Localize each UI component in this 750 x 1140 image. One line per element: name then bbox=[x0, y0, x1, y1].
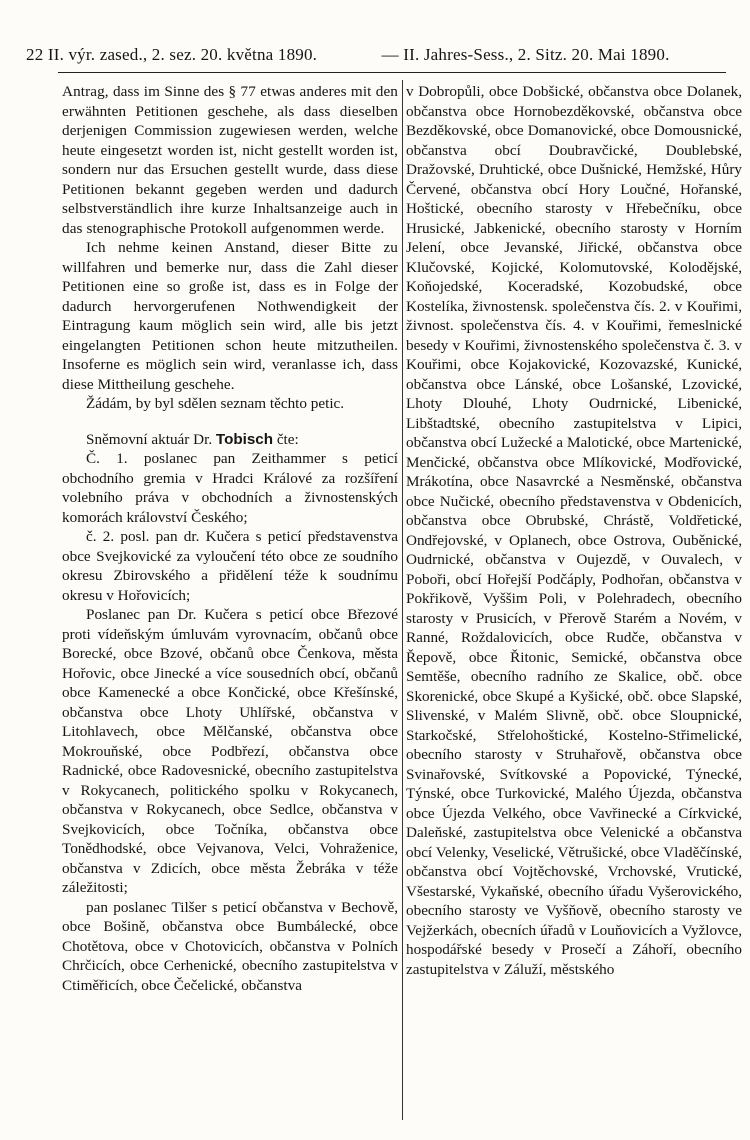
german-paragraph-2: Ich nehme keinen Anstand, dieser Bitte zu willfahren und bemerke nur, dass die Zahl dieser Petitionen eine so große ist, dass es in Folge der dadurch hervorgerufenen Nothwendigkeit der Eintragung kaum möglich sein wird, alle bis jetzt eingelangten Petitionen schon heute mitzutheilen. Insoferne es möglich sein wird, veranlasse ich, dass diese Mittheilung geschehe. bbox=[62, 239, 398, 393]
left-column bbox=[62, 82, 398, 1122]
petition-item-3: Poslanec pan Dr. Kučera s peticí obce Březové proti vídeňským úmluvám vyrovnacím, občanů obce Borecké, obce Bzové, občanů obce Čenkova, města Hořovic, obce Jinecké a více sousedních obcí, občanů obce Kamenecké a obce Končické, obce Křešínské, občanstva obce Lhoty Uhlířské, občanstva v Litohlavech, obce Mělčanské, občanstva obce Mokrouňské, obce Podbřezí, občanstva obce Radnické, obce Radovesnické, obecního zastupitelstva v Rokycanech, politického spolku v Rokycanech, občanstva v Rokycanech, obce Sedlce, občanstva v Svejkovicích, obce Točníka, občanstva obce Tonědhodské, obce Vejvanova, Velci, Vohraženice, občanstva v Zdicích, obce města Žebráka v téže záležitosti; bbox=[62, 606, 398, 896]
petition-item-2: č. 2. posl. pan dr. Kučera s peticí představenstva obce Svejkovické za vyloučení této obce ze soudního okresu Zbirovského a přidělení téže k soudnímu okresu v Hořovicích; bbox=[62, 528, 398, 604]
column-divider bbox=[402, 80, 403, 1120]
petition-item-1: Č. 1. poslanec pan Zeithammer s peticí obchodního gremia v Hradci Králové za rozšíření volebního práva v obchodních a živnostenských komorách království Českého; bbox=[62, 450, 398, 526]
petition-item-4: pan poslanec Tilšer s peticí občanstva v Bechově, obce Bošině, občanstva obce Bumbálecké, obce Chotětova, obce v Chotovicích, občanstva v Polních Chrčicích, obce Cerhenické, obecního zastupitelstva v Ctiměřicích, obce Čečelické, občanstva bbox=[62, 898, 398, 994]
header-rule bbox=[58, 72, 726, 73]
spacer bbox=[62, 414, 398, 430]
right-column-text: v Dobropůli, obce Dobšické, občanstva obce Dolanek, občanstva obce Hornobezděkovské, občanstva obce Bezděkovské, obce Domanovické, obce Domousnické, občanstva obcí Doubravčické, Doublebské, Dražovské, Druhtické, obce Dušnické, Hemžské, Hůry Červené, občanstva obcí Hory Loučné, Hořanské, Hoštické, obecního starosty v Hřebečníku, obce Hrusické, Jabkenické, obecního starosty v Horním Jelení, obce Jevanské, Jiřické, občanstva obce Klučovské, Kojické, Kolomutovské, Kolodějské, Koňojedské, Koceradské, Kozobudské, obce Kostelíka, živnostensk. společenstva čís. 2. v Kouřimi, živnost. společenstva čís. 4. v Kouřimi, řemeslnické besedy v Kouřimi, živnostenského společenstva č. 3. v Kouřimi, obce Kojakovické, Kozovazské, Kunické, občanstva obce Lánské, obce Lošanské, Lzovické, Lhoty Dlouhé, Lhoty Oudrnické, Libenické, Libštadtské, obecního zastupitelstva v Lipici, občanstva obcí Lužecké a Malotické, obce Martenické, Menčické, občanstva obce Mlíkovické, Modřovické, Mrákotína, obce Nasavrcké a Nesměnské, občanstva obce Nučické, obecního představenstva v Obdenicích, občanstva obce Obrubské, Chrástě, Voldřetické, Ondřejovské, v Oplanech, obce Ostrova, Ouběnické, Oudrnické, občanstva v Oujezdě, v Ouvalech, v Poboři, obcí Hořejší Podčáply, Podhořan, občanstva v Pokřikově, Vyššim Poli, v Polehradech, obecního starosty v Prusicích, v Přerově Starém a Novém, v Ranné, Roždalovicích, obce Rudče, občanstva v Řepově, obce Řitonic, Semické, občanstva obce Semtěše, obecního radního ze Skalice, obč. obce Skorenické, obce Skupé a Kyšické, obč. obce Slapské, Slivenské, v Malém Slivně, obč. obce Sloupnické, Starkočské, Střelohoštické, Kostelno-Střimelické, obecního starosty v Struhařově, občanstva obce Svinařovské, Svítkovské a Popovické, Týnecké, Týnské, obce Turkovické, Malého Újezda, občanstva obce Újezda Velkého, obce Vavřinecké a Církvické, Daleňské, zastupitelstva obce Velenické a občanstva obcí Velenky, Veselické, Větrušické, obce Vladěčínské, občanstva obcí Vojtěchovské, Vrchovské, Vrutické, Všestarské, Vykaňské, obecního úřadu Vyšerovického, obecního starosty ve Vyšňově, obecního starosty ve Vejžerkách, obecních úřadů v Louňovicích a Vyžlovce, hospodářské besedy v Prosečí a Záhoří, obecního zastupitelstva v Záluží, městského bbox=[406, 83, 742, 978]
header-czech: 22 II. výr. zased., 2. sez. 20. května 1890. bbox=[26, 45, 318, 64]
actuary-name: Tobisch bbox=[215, 430, 274, 448]
german-paragraph-1: Antrag, dass im Sinne des § 77 etwas anderes mit den erwähnten Petitionen geschehe, als dass dieselben derjenigen Commission zugewiesen werden, welche heute eingesetzt worden ist, nicht gestellt worden ist, sondern nur das Ersuchen gestellt wurde, dass diese Petitionen bekannt gegeben werden und dadurch selbstverständlich ihre kurze Inhaltsanzeige auch in das stenographische Protokoll aufgenommen werde. bbox=[62, 83, 398, 237]
header-german: — II. Jahres-Sess., 2. Sitz. 20. Mai 1890. bbox=[381, 45, 670, 64]
page-header bbox=[26, 40, 734, 70]
actuary-prefix: Sněmovní aktuár Dr. bbox=[86, 430, 213, 448]
right-column bbox=[406, 82, 742, 1122]
czech-request: Žádám, by byl sdělen seznam těchto petic. bbox=[86, 395, 345, 412]
actuary-line bbox=[62, 430, 398, 450]
actuary-suffix: čte: bbox=[276, 430, 299, 448]
